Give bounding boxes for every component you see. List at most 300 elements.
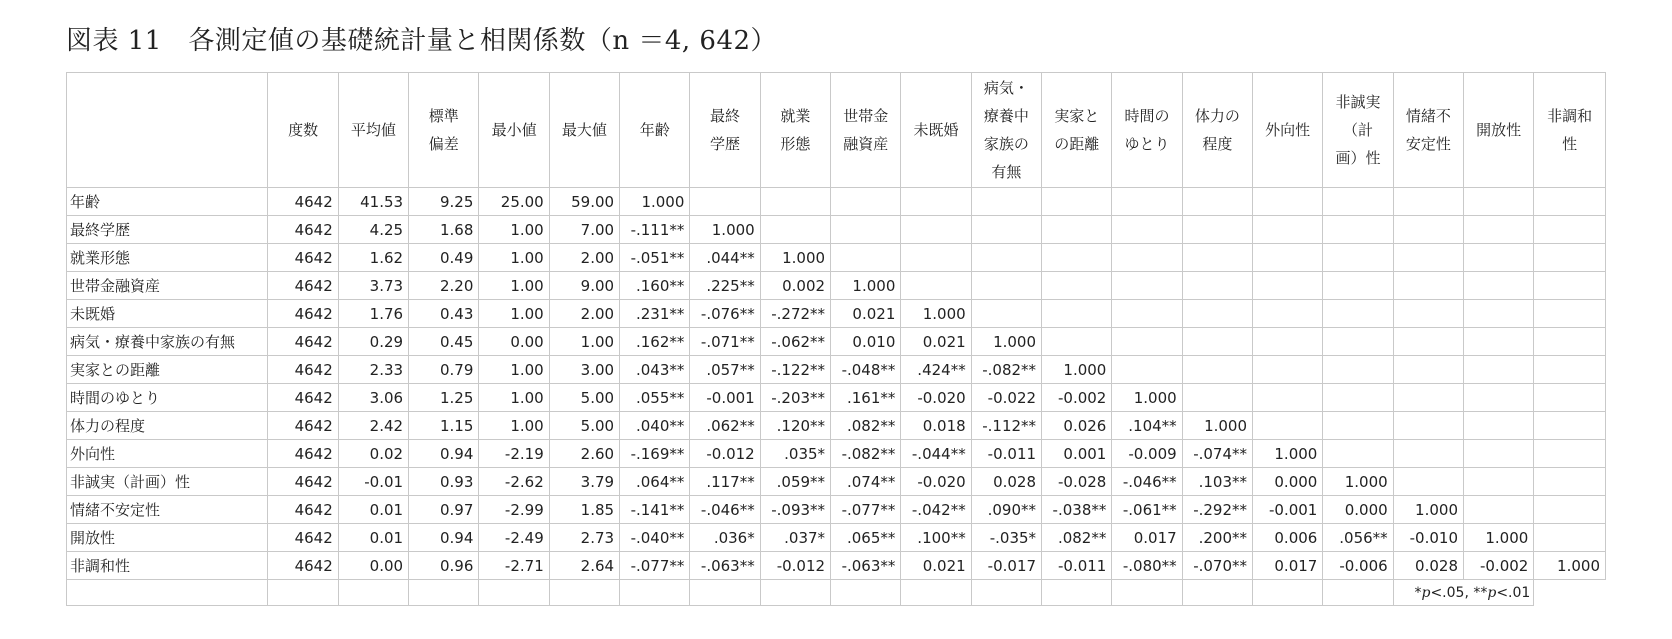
table-cell — [1182, 188, 1252, 216]
table-cell: .036* — [690, 524, 760, 552]
table-cell: -2.99 — [479, 496, 549, 524]
table-row — [67, 496, 1606, 524]
table-cell: 0.00 — [338, 552, 408, 580]
table-cell: 0.018 — [901, 412, 971, 440]
row-label: 非誠実（計画）性 — [67, 468, 268, 496]
table-cell: -0.002 — [1042, 384, 1112, 412]
table-cell: 0.43 — [409, 300, 479, 328]
table-cell — [1534, 440, 1606, 468]
table-cell: 4642 — [268, 440, 338, 468]
table-cell — [760, 188, 830, 216]
table-cell — [1253, 300, 1323, 328]
table-cell: 0.94 — [409, 524, 479, 552]
table-cell: 41.53 — [338, 188, 408, 216]
table-cell: 7.00 — [549, 216, 619, 244]
table-cell: -0.006 — [1323, 552, 1393, 580]
table-cell: .064** — [620, 468, 690, 496]
table-cell: 1.00 — [479, 272, 549, 300]
note-text: * — [1414, 584, 1422, 601]
table-cell: 4642 — [268, 524, 338, 552]
statistics-table — [66, 72, 1606, 606]
table-cell — [1042, 272, 1112, 300]
table-cell: -.093** — [760, 496, 830, 524]
p-symbol: p — [1421, 584, 1431, 601]
table-cell: 1.000 — [1323, 468, 1393, 496]
table-cell: 0.010 — [831, 328, 901, 356]
table-cell: -0.012 — [760, 552, 830, 580]
row-label: 実家との距離 — [67, 356, 268, 384]
table-cell — [1534, 496, 1606, 524]
table-row — [67, 356, 1606, 384]
table-cell — [1182, 384, 1252, 412]
column-header: 非調和 性 — [1534, 73, 1606, 188]
table-cell: -.122** — [760, 356, 830, 384]
table-cell: 2.33 — [338, 356, 408, 384]
table-cell: -0.001 — [690, 384, 760, 412]
p-symbol: p — [1487, 584, 1497, 601]
table-cell: -0.028 — [1042, 468, 1112, 496]
footer-cell — [971, 580, 1041, 606]
table-cell: -.076** — [690, 300, 760, 328]
table-cell: 4642 — [268, 244, 338, 272]
table-cell: 0.96 — [409, 552, 479, 580]
table-cell — [1112, 216, 1182, 244]
table-cell: 5.00 — [549, 384, 619, 412]
table-cell — [1534, 356, 1606, 384]
table-cell — [1464, 300, 1534, 328]
table-cell: -.082** — [831, 440, 901, 468]
column-header: 平均値 — [338, 73, 408, 188]
table-cell: 1.000 — [971, 328, 1041, 356]
table-cell — [1464, 412, 1534, 440]
table-cell: 59.00 — [549, 188, 619, 216]
column-header: 年齢 — [620, 73, 690, 188]
table-cell: 0.00 — [479, 328, 549, 356]
table-cell: -.063** — [831, 552, 901, 580]
table-cell — [1253, 244, 1323, 272]
table-cell — [971, 188, 1041, 216]
footer-cell — [901, 580, 971, 606]
table-cell: 3.00 — [549, 356, 619, 384]
table-cell — [1534, 300, 1606, 328]
table-cell: 3.79 — [549, 468, 619, 496]
footer-cell — [409, 580, 479, 606]
column-header: 外向性 — [1253, 73, 1323, 188]
table-cell — [1393, 188, 1463, 216]
table-cell: 2.64 — [549, 552, 619, 580]
table-cell — [1534, 412, 1606, 440]
table-cell: 4642 — [268, 496, 338, 524]
table-cell: .057** — [690, 356, 760, 384]
column-header: 時間の ゆとり — [1112, 73, 1182, 188]
table-cell — [971, 272, 1041, 300]
table-cell: .231** — [620, 300, 690, 328]
table-cell — [1182, 272, 1252, 300]
column-header: 未既婚 — [901, 73, 971, 188]
table-cell: .056** — [1323, 524, 1393, 552]
table-cell — [1112, 300, 1182, 328]
table-cell: -.169** — [620, 440, 690, 468]
table-cell — [1534, 524, 1606, 552]
table-cell: 0.001 — [1042, 440, 1112, 468]
column-header: 非誠実 （計 画）性 — [1323, 73, 1393, 188]
column-header: 最大値 — [549, 73, 619, 188]
table-cell: .062** — [690, 412, 760, 440]
table-cell — [971, 244, 1041, 272]
table-cell: 4642 — [268, 468, 338, 496]
table-cell: -2.19 — [479, 440, 549, 468]
table-cell: 4642 — [268, 188, 338, 216]
table-row — [67, 272, 1606, 300]
table-cell: 4642 — [268, 328, 338, 356]
table-cell: .065** — [831, 524, 901, 552]
table-cell: 1.000 — [1182, 412, 1252, 440]
table-cell: -.061** — [1112, 496, 1182, 524]
table-cell: -.074** — [1182, 440, 1252, 468]
table-cell: -.042** — [901, 496, 971, 524]
table-cell: -.112** — [971, 412, 1041, 440]
table-cell — [1393, 384, 1463, 412]
table-cell: 1.000 — [1464, 524, 1534, 552]
table-cell: 1.000 — [760, 244, 830, 272]
table-cell: .161** — [831, 384, 901, 412]
table-cell — [1393, 468, 1463, 496]
table-cell — [1464, 496, 1534, 524]
footer-cell — [549, 580, 619, 606]
table-cell: 1.00 — [479, 356, 549, 384]
column-header: 最終 学歴 — [690, 73, 760, 188]
column-header: 情緒不 安定性 — [1393, 73, 1463, 188]
table-cell — [1042, 328, 1112, 356]
table-cell: .082** — [831, 412, 901, 440]
table-cell: .055** — [620, 384, 690, 412]
column-header: 就業 形態 — [760, 73, 830, 188]
table-cell: -0.002 — [1464, 552, 1534, 580]
column-header: 最小値 — [479, 73, 549, 188]
table-cell: 4642 — [268, 356, 338, 384]
footer-cell — [760, 580, 830, 606]
table-cell: .043** — [620, 356, 690, 384]
row-label: 情緒不安定性 — [67, 496, 268, 524]
table-cell: -.071** — [690, 328, 760, 356]
table-cell: -.048** — [831, 356, 901, 384]
table-cell: 1.00 — [549, 328, 619, 356]
table-row — [67, 384, 1606, 412]
table-cell: 1.000 — [901, 300, 971, 328]
table-cell — [1182, 300, 1252, 328]
table-cell: 1.85 — [549, 496, 619, 524]
table-cell — [760, 216, 830, 244]
row-label: 病気・療養中家族の有無 — [67, 328, 268, 356]
table-cell — [1393, 300, 1463, 328]
table-cell: 0.01 — [338, 496, 408, 524]
table-cell: 1.000 — [620, 188, 690, 216]
table-cell — [1464, 356, 1534, 384]
table-cell: 2.00 — [549, 244, 619, 272]
table-cell: 2.20 — [409, 272, 479, 300]
table-cell — [901, 216, 971, 244]
table-cell: 0.021 — [901, 552, 971, 580]
table-row — [67, 468, 1606, 496]
table-cell: -.272** — [760, 300, 830, 328]
table-cell — [1393, 244, 1463, 272]
table-cell — [1112, 244, 1182, 272]
footer-cell — [1042, 580, 1112, 606]
table-cell: 0.017 — [1253, 552, 1323, 580]
table-cell: .120** — [760, 412, 830, 440]
footer-cell — [620, 580, 690, 606]
table-cell: -.070** — [1182, 552, 1252, 580]
table-cell: -2.71 — [479, 552, 549, 580]
table-cell: -0.001 — [1253, 496, 1323, 524]
table-cell: -.035* — [971, 524, 1041, 552]
footer-cell — [831, 580, 901, 606]
table-cell: .100** — [901, 524, 971, 552]
table-cell: 4642 — [268, 216, 338, 244]
table-cell — [1323, 244, 1393, 272]
table-cell: 4642 — [268, 300, 338, 328]
table-cell — [1182, 244, 1252, 272]
table-cell: 1.00 — [479, 216, 549, 244]
table-cell: 4642 — [268, 384, 338, 412]
table-cell — [1464, 244, 1534, 272]
table-cell — [1464, 328, 1534, 356]
table-cell — [1393, 440, 1463, 468]
table-cell — [1534, 244, 1606, 272]
table-cell: 0.028 — [1393, 552, 1463, 580]
table-cell: -.046** — [690, 496, 760, 524]
table-cell: .074** — [831, 468, 901, 496]
table-row — [67, 300, 1606, 328]
table-cell: 0.93 — [409, 468, 479, 496]
table-cell — [1393, 272, 1463, 300]
table-cell — [1323, 356, 1393, 384]
table-cell: -0.011 — [971, 440, 1041, 468]
table-cell — [971, 300, 1041, 328]
table-cell — [901, 188, 971, 216]
table-cell: 1.000 — [1393, 496, 1463, 524]
table-cell — [1253, 272, 1323, 300]
table-cell: 2.00 — [549, 300, 619, 328]
table-cell: -0.012 — [690, 440, 760, 468]
table-cell: -0.01 — [338, 468, 408, 496]
row-label: 時間のゆとり — [67, 384, 268, 412]
table-footer-row — [67, 580, 1606, 606]
table-cell: .082** — [1042, 524, 1112, 552]
row-label: 未既婚 — [67, 300, 268, 328]
table-cell — [1253, 384, 1323, 412]
table-row — [67, 412, 1606, 440]
table-cell: .117** — [690, 468, 760, 496]
table-cell — [1253, 216, 1323, 244]
table-cell: -2.49 — [479, 524, 549, 552]
table-cell — [1534, 328, 1606, 356]
column-header: 体力の 程度 — [1182, 73, 1252, 188]
table-cell: -0.011 — [1042, 552, 1112, 580]
table-cell: 4642 — [268, 552, 338, 580]
table-cell: .044** — [690, 244, 760, 272]
table-cell: 0.017 — [1112, 524, 1182, 552]
row-label: 世帯金融資産 — [67, 272, 268, 300]
table-cell — [1323, 188, 1393, 216]
table-cell: 0.000 — [1323, 496, 1393, 524]
table-cell: -0.017 — [971, 552, 1041, 580]
table-title: 図表 11 各測定値の基礎統計量と相関係数（n ＝4, 642） — [66, 26, 778, 56]
column-header: 開放性 — [1464, 73, 1534, 188]
table-cell: 0.006 — [1253, 524, 1323, 552]
table-cell — [1182, 328, 1252, 356]
column-header: 度数 — [268, 73, 338, 188]
table-cell: 4642 — [268, 412, 338, 440]
table-cell: 1.62 — [338, 244, 408, 272]
table-cell — [1323, 384, 1393, 412]
footer-cell — [1323, 580, 1393, 606]
table-cell: 0.97 — [409, 496, 479, 524]
table-row — [67, 244, 1606, 272]
column-header: 標準 偏差 — [409, 73, 479, 188]
table-cell: -.111** — [620, 216, 690, 244]
table-cell: 0.002 — [760, 272, 830, 300]
table-cell — [1112, 328, 1182, 356]
table-cell: -.082** — [971, 356, 1041, 384]
table-cell — [1464, 468, 1534, 496]
table-cell — [1393, 216, 1463, 244]
table-cell — [1112, 356, 1182, 384]
table-cell: 5.00 — [549, 412, 619, 440]
table-cell: -0.020 — [901, 384, 971, 412]
table-cell — [1253, 356, 1323, 384]
table-cell: 1.000 — [690, 216, 760, 244]
table-cell — [1182, 356, 1252, 384]
table-cell: .160** — [620, 272, 690, 300]
table-cell — [1534, 272, 1606, 300]
table-cell — [1323, 412, 1393, 440]
table-cell: 0.45 — [409, 328, 479, 356]
table-cell: 1.00 — [479, 300, 549, 328]
table-cell: .103** — [1182, 468, 1252, 496]
table-cell — [1464, 440, 1534, 468]
table-row — [67, 552, 1606, 580]
table-cell — [1042, 188, 1112, 216]
table-cell: .035* — [760, 440, 830, 468]
table-row — [67, 216, 1606, 244]
table-cell: 1.000 — [1042, 356, 1112, 384]
footer-cell — [1253, 580, 1323, 606]
footer-cell — [338, 580, 408, 606]
table-cell — [1182, 216, 1252, 244]
table-cell: 1.000 — [1534, 552, 1606, 580]
table-cell: -.062** — [760, 328, 830, 356]
table-header-row — [67, 73, 1606, 188]
column-header: 世帯金 融資産 — [831, 73, 901, 188]
table-cell: 1.000 — [1253, 440, 1323, 468]
table-cell: -.038** — [1042, 496, 1112, 524]
table-cell: .104** — [1112, 412, 1182, 440]
table-row — [67, 440, 1606, 468]
table-cell — [1253, 328, 1323, 356]
table-cell: .225** — [690, 272, 760, 300]
table-cell: -.077** — [620, 552, 690, 580]
table-cell — [1464, 384, 1534, 412]
table-cell — [1393, 356, 1463, 384]
table-cell — [901, 272, 971, 300]
table-cell — [831, 188, 901, 216]
table-cell — [1534, 188, 1606, 216]
table-cell: -.063** — [690, 552, 760, 580]
table-cell — [690, 188, 760, 216]
table-cell: .040** — [620, 412, 690, 440]
table-cell: 0.000 — [1253, 468, 1323, 496]
table-cell — [1323, 272, 1393, 300]
table-cell: 3.06 — [338, 384, 408, 412]
table-cell: 4642 — [268, 272, 338, 300]
table-cell: -.141** — [620, 496, 690, 524]
table-cell: .037* — [760, 524, 830, 552]
row-label: 開放性 — [67, 524, 268, 552]
table-cell — [1042, 216, 1112, 244]
table-body — [67, 188, 1606, 580]
table-cell: -.080** — [1112, 552, 1182, 580]
table-cell — [1323, 300, 1393, 328]
table-cell — [1323, 440, 1393, 468]
table-cell: 1.76 — [338, 300, 408, 328]
table-cell — [1393, 328, 1463, 356]
table-cell: -.044** — [901, 440, 971, 468]
row-label: 最終学歴 — [67, 216, 268, 244]
table-cell: -2.62 — [479, 468, 549, 496]
table-cell: 4.25 — [338, 216, 408, 244]
table-cell: 0.028 — [971, 468, 1041, 496]
note-text: <.05, ** — [1430, 584, 1488, 601]
table-cell — [1112, 272, 1182, 300]
footer-cell — [1182, 580, 1252, 606]
table-cell: 0.79 — [409, 356, 479, 384]
table-cell: 25.00 — [479, 188, 549, 216]
table-cell: .059** — [760, 468, 830, 496]
table-cell — [1253, 412, 1323, 440]
table-cell: -.046** — [1112, 468, 1182, 496]
table-cell — [831, 216, 901, 244]
table-cell — [1323, 216, 1393, 244]
table-cell: 1.00 — [479, 412, 549, 440]
table-cell: -.203** — [760, 384, 830, 412]
row-label: 体力の程度 — [67, 412, 268, 440]
table-cell: 0.94 — [409, 440, 479, 468]
table-row — [67, 188, 1606, 216]
table-cell: -0.022 — [971, 384, 1041, 412]
footer-cell — [67, 580, 268, 606]
table-cell — [901, 244, 971, 272]
table-cell: -.292** — [1182, 496, 1252, 524]
table-cell: 9.00 — [549, 272, 619, 300]
row-label: 就業形態 — [67, 244, 268, 272]
table-cell: 0.49 — [409, 244, 479, 272]
table-cell — [971, 216, 1041, 244]
footer-cell — [690, 580, 760, 606]
table-cell: .424** — [901, 356, 971, 384]
table-cell: .200** — [1182, 524, 1252, 552]
table-cell — [1042, 300, 1112, 328]
footer-cell — [1112, 580, 1182, 606]
table-cell: 1.68 — [409, 216, 479, 244]
note-text: <.01 — [1496, 584, 1531, 601]
table-cell: 0.021 — [901, 328, 971, 356]
row-label: 年齢 — [67, 188, 268, 216]
table-cell: -.040** — [620, 524, 690, 552]
table-cell: 1.000 — [1112, 384, 1182, 412]
table-row — [67, 328, 1606, 356]
table-cell: -0.020 — [901, 468, 971, 496]
